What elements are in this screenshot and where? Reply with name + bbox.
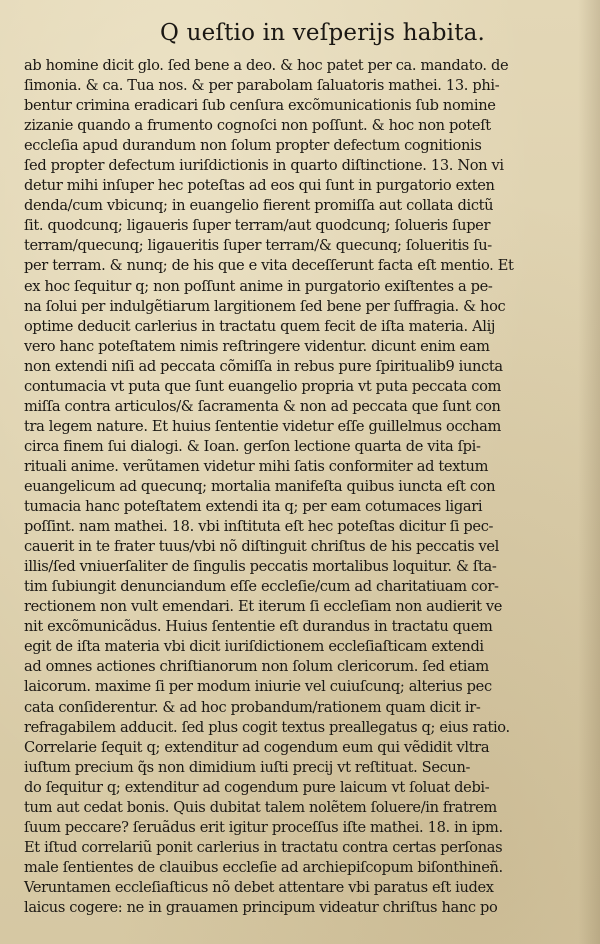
text-line: do ſequitur q; extenditur ad cogendum pure laicum vt ſoluat debi- bbox=[24, 778, 490, 796]
text-line: nit excõmunicãdus. Huius ſententie eſt durandus in tractatu quem bbox=[24, 618, 493, 636]
text-line: Et iſtud correlariũ ponit carlerius in tractatu contra certas perſonas bbox=[24, 838, 503, 856]
text-line: miſſa contra articulos/& ſacramenta & non ad peccata que ſunt con bbox=[24, 397, 501, 415]
text-line: tim ſubiungit denunciandum eſſe eccleſie/cum ad charitatiuam cor- bbox=[24, 578, 499, 596]
page-heading: Q ueſtio in veſperijs habita. bbox=[160, 20, 486, 46]
text-line: ex hoc ſequitur q; non poſſunt anime in purgatorio exiſtentes a pe- bbox=[24, 277, 493, 295]
text-line: ſit. quodcunq; ligaueris ſuper terram/aut quodcunq; ſolueris ſuper bbox=[24, 217, 491, 235]
text-line: tra legem nature. Et huius ſententie videtur eſſe guillelmus occham bbox=[24, 417, 502, 435]
text-line: rituali anime. verũtamen videtur mihi ſatis conformiter ad textum bbox=[24, 457, 489, 475]
text-line: per terram. & nunq; de his que e vita deceſſerunt facta eſt mentio. Et bbox=[24, 257, 514, 275]
text-line: terram/quecunq; ligaueritis ſuper terram/& quecunq; ſolueritis ſu- bbox=[24, 237, 492, 255]
text-line: circa finem ſui dialogi. & Ioan. gerſon lectione quarta de vita ſpi- bbox=[24, 437, 481, 455]
text-line: zizanie quando a frumento cognoſci non poſſunt. & hoc non poteſt bbox=[24, 117, 491, 135]
text-line: Correlarie ſequit q; extenditur ad cogendum eum qui vẽdidit vltra bbox=[24, 738, 490, 756]
text-line: laicorum. maxime ſi per modum iniurie vel cuiuſcunq; alterius pec bbox=[24, 678, 492, 696]
text-line: laicus cogere: ne in grauamen principum videatur chriſtus hanc po bbox=[24, 898, 498, 916]
text-line: euangelicum ad quecunq; mortalia manifeſta quibus iuncta eſt con bbox=[24, 477, 496, 495]
text-line: male ſentientes de clauibus eccleſie ad archiepiſcopum biſonthineñ. bbox=[24, 858, 503, 876]
text-line: contumacia vt puta que ſunt euangelio propria vt puta peccata com bbox=[24, 377, 502, 395]
text-line: ſuum peccare? ſeruãdus erit igitur proceſſus iſte mathei. 18. in ipm. bbox=[24, 818, 503, 836]
text-line: ſed propter defectum iuriſdictionis in quarto diſtinctione. 13. Non vi bbox=[24, 157, 504, 175]
text-line: ab homine dicit glo. ſed bene a deo. & hoc patet per ca. mandato. de bbox=[24, 57, 509, 74]
text-line: na ſolui per indulgẽtiarum largitionem ſed bene per ſuffragia. & hoc bbox=[24, 297, 506, 315]
text-line: Veruntamen eccleſiaſticus nõ debet attentare vbi paratus eſt iudex bbox=[24, 878, 494, 896]
text-line: denda/cum vbicunq; in euangelio fierent promiſſa aut collata dictũ bbox=[24, 197, 494, 215]
text-line: rectionem non vult emendari. Et iterum ſi eccleſiam non audierit ve bbox=[24, 598, 503, 616]
text-line: ad omnes actiones chriſtianorum non ſolum clericorum. ſed etiam bbox=[24, 658, 489, 676]
text-block bbox=[24, 56, 544, 918]
text-line: bentur crimina eradicari ſub cenſura excõmunicationis ſub nomine bbox=[24, 97, 496, 115]
text-line: detur mihi inſuper hec poteſtas ad eos qui ſunt in purgatorio exten bbox=[24, 177, 495, 195]
text-line: cauerit in te frater tuus/vbi nõ diſtinguit chriſtus de his peccatis vel bbox=[24, 538, 499, 556]
text-line: egit de iſta materia vbi dicit iuriſdictionem eccleſiaſticam extendi bbox=[24, 638, 484, 656]
text-line: eccleſia apud durandum non ſolum propter defectum cognitionis bbox=[24, 137, 482, 155]
text-line: vero hanc poteſtatem nimis reſtringere videntur. dicunt enim eam bbox=[24, 337, 490, 355]
text-line: cata conſiderentur. & ad hoc probandum/rationem quam dicit ir- bbox=[24, 698, 481, 716]
text-line: tumacia hanc poteſtatem extendi ita q; per eam cotumaces ligari bbox=[24, 498, 483, 516]
text-line: optime deducit carlerius in tractatu quem fecit de iſta materia. Alij bbox=[24, 317, 496, 335]
text-line: ſimonia. & ca. Tua nos. & per parabolam ſaluatoris mathei. 13. phi- bbox=[24, 77, 500, 95]
text-line: tum aut cedat bonis. Quis dubitat talem nolẽtem ſoluere/in fratrem bbox=[24, 798, 497, 816]
text-line: refragabilem adducit. ſed plus cogit textus preallegatus q; eius ratio. bbox=[24, 718, 510, 736]
text-line: iuſtum precium q̃s non dimidium iuſti precij vt reſtituat. Secun- bbox=[24, 758, 471, 776]
text-line: non extendi niſi ad peccata cõmiſſa in rebus pure ſpiritualib9 iuncta bbox=[24, 357, 503, 375]
text-line: illis/ſed vniuerſaliter de ſingulis peccatis mortalibus loquitur. & ſta- bbox=[24, 558, 497, 576]
text-line: poſſint. nam mathei. 18. vbi inſtituta eſt hec poteſtas dicitur ſi pec- bbox=[24, 518, 494, 536]
